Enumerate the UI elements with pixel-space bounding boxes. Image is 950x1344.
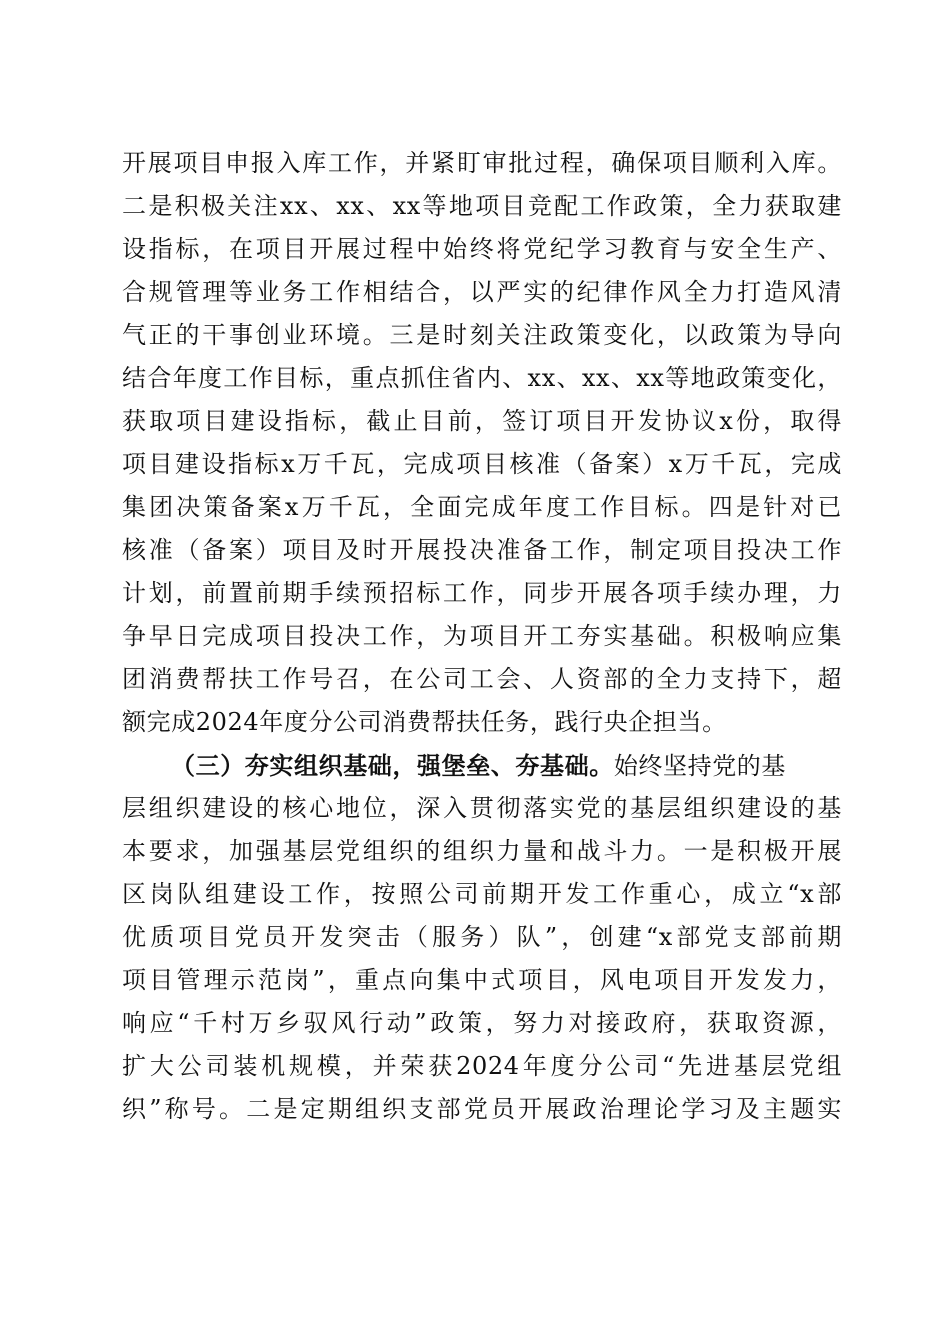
paragraph-line: 响应“千村万乡驭风行动”政策，努力对接政府，获取资源， (122, 1009, 842, 1037)
paragraph-line: 争早日完成项目投决工作，为项目开工夯实基础。积极响应集 (122, 622, 842, 650)
section-3-first-line (122, 744, 842, 787)
paragraph-line: 计划，前置前期手续预招标工作，同步开展各项手续办理，力 (122, 579, 842, 607)
paragraph-line: 核准（备案）项目及时开展投决准备工作，制定项目投决工作 (122, 536, 842, 564)
paragraph-line: 集团决策备案x万千瓦，全面完成年度工作目标。四是针对已 (122, 493, 842, 521)
paragraph-line: 结合年度工作目标，重点抓住省内、xx、xx、xx等地政策变化， (122, 364, 842, 392)
section-3-first-line-text: 始终坚持党的基 (613, 752, 787, 780)
body-text (122, 142, 842, 1131)
section-3-heading: （三）夯实组织基础，强堡垒、夯基础。 (171, 751, 614, 780)
paragraph-line: 额完成2024年度分公司消费帮扶任务，践行央企担当。 (122, 708, 727, 736)
paragraph-line: 层组织建设的核心地位，深入贯彻落实党的基层组织建设的基 (122, 794, 842, 822)
paragraph-line: 合规管理等业务工作相结合，以严实的纪律作风全力打造风清 (122, 278, 842, 306)
paragraph-line: 二是积极关注xx、xx、xx等地项目竞配工作政策，全力获取建 (122, 192, 842, 220)
paragraph-line: 优质项目党员开发突击（服务）队”，创建“x部党支部前期 (122, 923, 842, 951)
paragraph-line: 气正的干事创业环境。三是时刻关注政策变化，以政策为导向 (122, 321, 842, 349)
paragraph-line: 本要求，加强基层党组织的组织力量和战斗力。一是积极开展 (122, 837, 842, 865)
paragraph-line: 区岗队组建设工作，按照公司前期开发工作重心，成立“x部 (122, 880, 842, 908)
paragraph-line: 织”称号。二是定期组织支部党员开展政治理论学习及主题实 (122, 1095, 842, 1123)
paragraph-line: 项目管理示范岗”，重点向集中式项目，风电项目开发发力， (122, 966, 842, 994)
paragraph-line: 扩大公司装机规模，并荣获2024年度分公司“先进基层党组 (122, 1052, 842, 1080)
paragraph-line: 开展项目申报入库工作，并紧盯审批过程，确保项目顺利入库。 (122, 149, 842, 177)
paragraph-line: 设指标，在项目开展过程中始终将党纪学习教育与安全生产、 (122, 235, 842, 263)
paragraph-line: 团消费帮扶工作号召，在公司工会、人资部的全力支持下，超 (122, 665, 842, 693)
paragraph-line: 项目建设指标x万千瓦，完成项目核准（备案）x万千瓦，完成 (122, 450, 842, 478)
paragraph-line: 获取项目建设指标，截止目前，签订项目开发协议x份，取得 (122, 407, 842, 435)
